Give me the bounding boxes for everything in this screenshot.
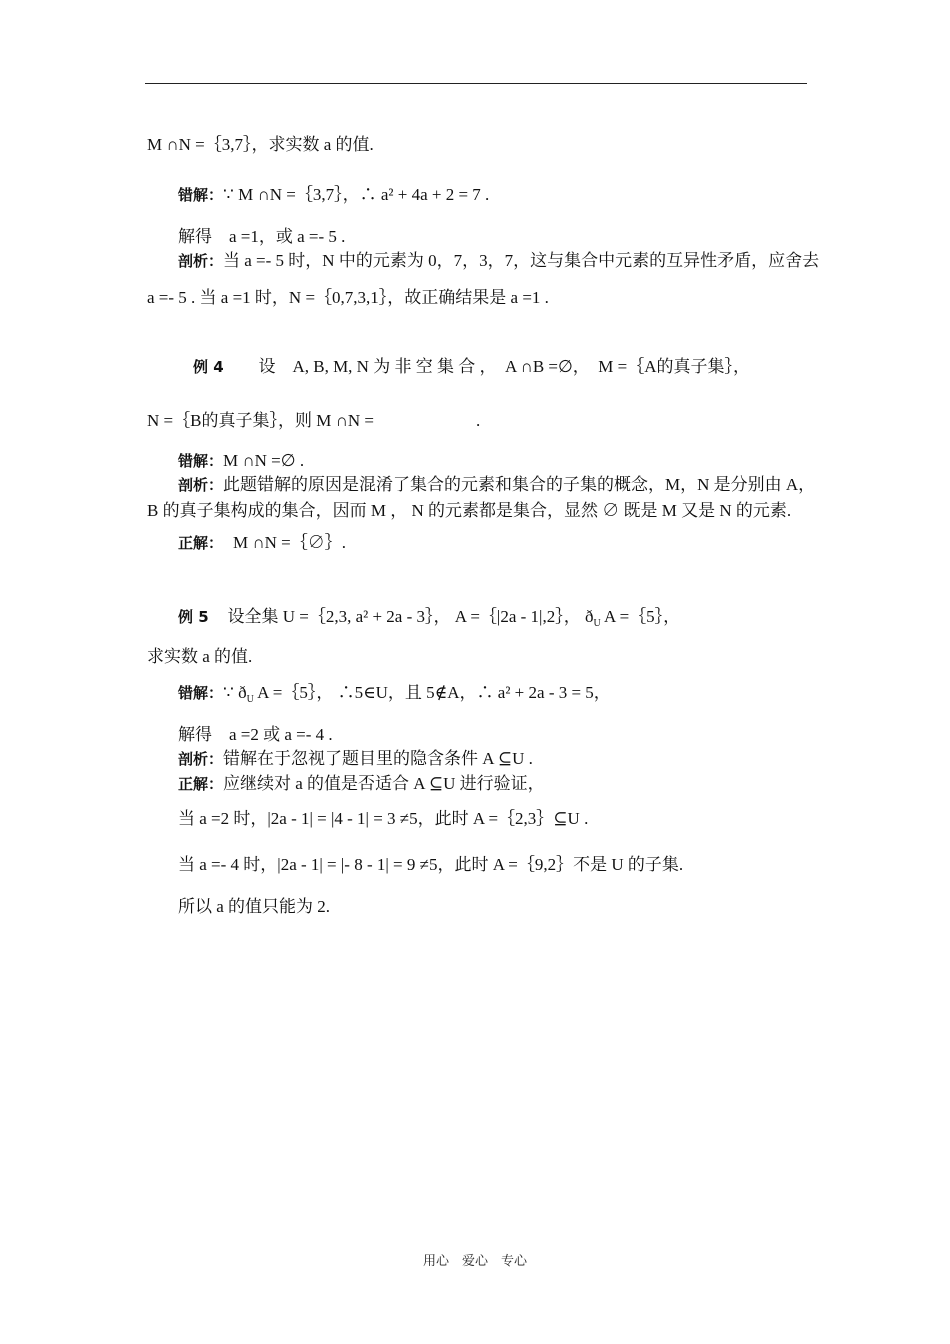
text-line: 所以 a 的值只能为 2.: [178, 897, 331, 916]
math-text: M ∩N =∅ .: [223, 451, 305, 470]
math-text: ∵ ð: [223, 683, 247, 702]
text-line: [178, 184, 489, 206]
math-text: A =｛5｝， ∴5∈U，且 5∉A，∴ a² + 2a - 3 = 5，: [253, 683, 611, 702]
text-line: 解得 a =1，或 a =- 5 .: [178, 227, 346, 246]
math-text: 设全集 U =｛2,3, a² + 2a - 3｝， A =｛|2a - 1|,2｝， ð: [227, 607, 594, 626]
text-line: 解得 a =2 或 a =- 4 .: [178, 725, 333, 744]
analysis-label: 剖析：: [178, 252, 224, 270]
body-text: 此题错解的原因是混淆了集合的元素和集合的子集的概念，M，N 是分别由 A，: [223, 475, 816, 494]
text-line: [178, 748, 533, 770]
text-line: [178, 682, 611, 711]
text-line: [178, 532, 346, 554]
math-text: M ∩N =｛∅｝.: [233, 533, 347, 552]
body-text: 应继续对 a 的值是否适合 A ⊆U 进行验证，: [223, 774, 545, 793]
math-text: ∵ M ∩N =｛3,7｝，∴ a² + 4a + 2 = 7 .: [223, 185, 490, 204]
correct-solution-label: 正解：: [178, 534, 224, 552]
text-line: [178, 474, 815, 496]
text-line: 当 a =2 时，|2a - 1| = |4 - 1| = 3 ≠5，此时 A =｛2,3｝⊆U .: [178, 809, 589, 828]
page-footer: 用心 爱心 专心: [422, 1254, 527, 1269]
subscript: U: [246, 694, 254, 705]
example-label: 例 5: [178, 608, 209, 626]
math-text: 设 A, B, M, N 为 非 空 集 合 ， A ∩B =∅， M =｛A的真子集｝，: [258, 357, 751, 376]
analysis-label: 剖析：: [178, 476, 224, 494]
example-label: 例 4: [193, 358, 224, 376]
text-line: [178, 773, 545, 795]
correct-solution-label: 正解：: [178, 775, 224, 793]
subscript: U: [593, 618, 601, 629]
text-line: a =- 5 . 当 a =1 时，N =｛0,7,3,1｝，故正确结果是 a =1 .: [147, 288, 549, 307]
body-text: 错解在于忽视了题目里的隐含条件 A ⊆U .: [223, 749, 533, 768]
text-line: [178, 606, 680, 635]
wrong-solution-label: 错解：: [178, 186, 224, 204]
text-line: M ∩N =｛3,7｝，求实数 a 的值.: [147, 135, 374, 154]
math-text: A =｛5｝，: [600, 607, 681, 626]
text-line: [193, 356, 750, 378]
text-line: 求实数 a 的值.: [147, 647, 253, 666]
text-line: [178, 450, 304, 472]
text-line: N =｛B的真子集｝，则 M ∩N = .: [147, 411, 481, 430]
body-text: 当 a =- 5 时，N 中的元素为 0，7，3，7，这与集合中元素的互异性矛盾，应舍去: [223, 251, 820, 270]
header-rule: [145, 83, 807, 84]
wrong-solution-label: 错解：: [178, 684, 224, 702]
text-line: 当 a =- 4 时，|2a - 1| = |- 8 - 1| = 9 ≠5，此时 A =｛9,2｝不是 U 的子集.: [178, 855, 684, 874]
analysis-label: 剖析：: [178, 750, 224, 768]
text-line: [178, 250, 819, 272]
text-line: B 的真子集构成的集合，因而 M ， N 的元素都是集合，显然 ∅ 既是 M 又是 N 的元素.: [147, 501, 792, 520]
wrong-solution-label: 错解：: [178, 452, 224, 470]
